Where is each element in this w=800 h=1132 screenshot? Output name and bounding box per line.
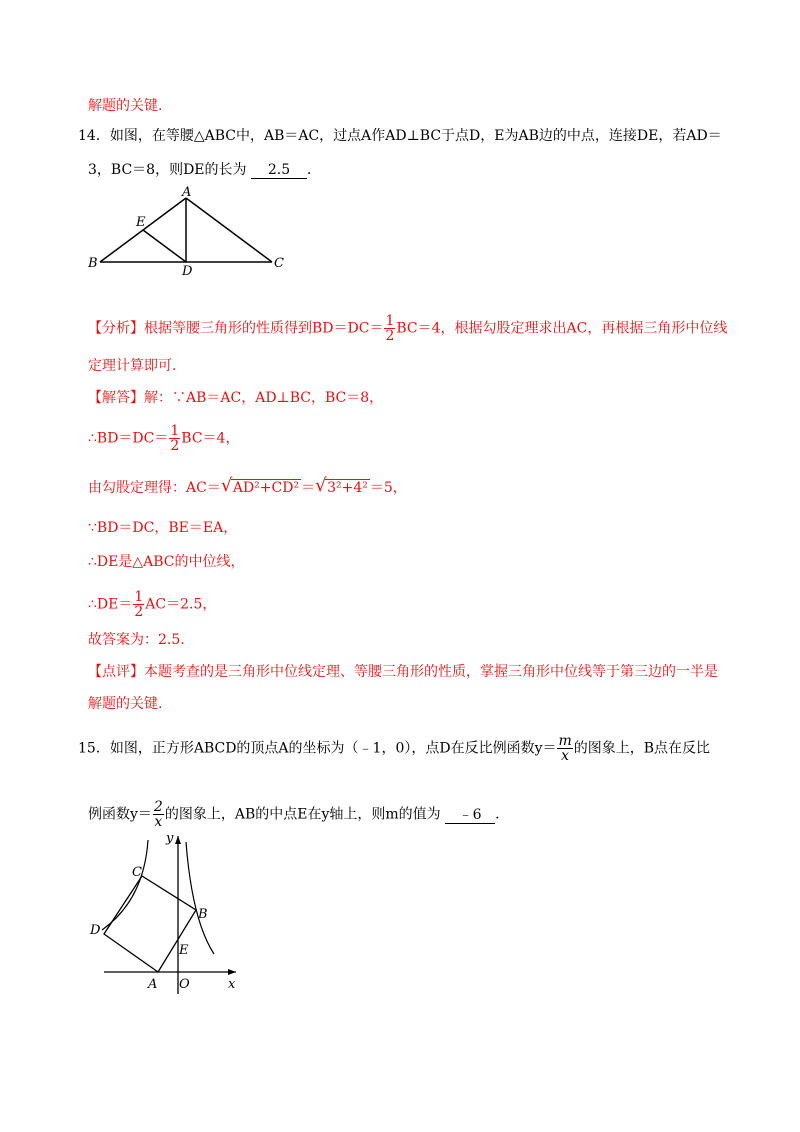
q14-number: 14． (78, 128, 110, 144)
solution-fraction-2 (133, 590, 144, 619)
comment-tag: 【点评】 (88, 664, 144, 680)
q14-solution-line2 (88, 424, 239, 453)
sqrt2-body: 3²+4² (327, 480, 368, 496)
q14-solution-line7: 故答案为：2.5. (88, 632, 185, 648)
q14-solution-line6 (88, 590, 216, 619)
sol-frac2-num: 1 (134, 589, 144, 605)
label-x: x (228, 977, 236, 992)
q15-fraction-2-x (153, 800, 164, 829)
label-c: C (274, 256, 284, 271)
curve-m-over-x (102, 840, 148, 930)
analysis-tag: 【分析】 (88, 320, 144, 337)
solution-fraction-1 (169, 424, 180, 453)
solution-text-2a: ∴BD＝DC＝ (88, 430, 169, 447)
analysis-text-1: 根据等腰三角形的性质得到BD＝DC＝ (144, 320, 384, 337)
q15-line2-end: ． (495, 806, 510, 823)
sqrt-3-4: √ 3²+4² (315, 475, 368, 496)
top-note: 解题的关键. (88, 98, 163, 114)
frac-x1: x (561, 748, 570, 764)
q14-solution-line5: ∴DE是△ABC的中位线， (88, 554, 245, 570)
label-d: D (182, 264, 193, 276)
q14-analysis-line1 (88, 314, 727, 343)
q15-line1 (78, 734, 710, 763)
label-b: B (88, 256, 98, 271)
solution-text-2b: BC＝4， (181, 430, 240, 447)
analysis-frac-den: 2 (385, 328, 395, 344)
solution-text-3b: ＝5， (369, 480, 407, 496)
q14-text-line1: 如图，在等腰△ABC中，AB＝AC，过点A作AD⊥BC于点D，E为AB边的中点，连接DE，若AD＝ (109, 128, 722, 144)
label-e: E (136, 215, 146, 230)
analysis-text-2: BC＝4，根据勾股定理求出AC，再根据三角形中位线 (396, 320, 728, 337)
q14-comment-line2: 解题的关键. (88, 696, 163, 712)
q14-solution-line1 (88, 388, 383, 408)
q15-text-1a: 如图，正方形ABCD的顶点A的坐标为（﹣1，0），点D在反比例函数y＝ (109, 740, 557, 757)
frac-2: 2 (153, 799, 163, 815)
frac-x2: x (154, 814, 163, 830)
sqrt-ad-cd: √ AD²+CD² (220, 475, 300, 496)
label-o: O (179, 977, 190, 992)
analysis-frac-num: 1 (385, 313, 395, 329)
q15-answer-blank: ﹣6 (445, 807, 495, 824)
segment-de (143, 230, 186, 262)
q14-text-line2: 3，BC＝8，则DE的长为 (88, 162, 247, 178)
q14-triangle-figure (86, 186, 286, 276)
solution-eq: ＝ (301, 480, 316, 496)
q14-answer-blank: 2.5 (251, 162, 307, 179)
q15-line2 (88, 800, 509, 829)
sqrt1-body: AD²+CD² (232, 480, 300, 496)
solution-text-6b: AC＝2.5， (145, 596, 217, 613)
analysis-fraction (384, 314, 395, 343)
x-axis-arrow (228, 969, 236, 975)
solution-tag: 【解答】 (88, 390, 144, 406)
solution-text-6a: ∴DE＝ (88, 596, 133, 613)
label-a: A (182, 186, 192, 200)
q15-text-2b: 的图象上，AB的中点E在y轴上，则m的值为 (164, 806, 441, 823)
q14-analysis-line2: 定理计算即可. (88, 358, 177, 374)
label-b: B (198, 907, 208, 922)
label-a: A (148, 977, 158, 992)
q14-solution-line4: ∵BD＝DC，BE＝EA， (88, 520, 238, 536)
comment-text-1: 本题考查的是三角形中位线定理、等腰三角形的性质，掌握三角形中位线等于第三边的一半是 (144, 664, 718, 680)
q14-comment-line1 (88, 662, 718, 682)
q15-text-1b: 的图象上，B点在反比 (573, 740, 711, 757)
label-e: E (179, 943, 189, 958)
solution-text-1: 解：∵AB＝AC，AD⊥BC，BC＝8， (144, 390, 384, 406)
sol-frac2-den: 2 (134, 604, 144, 620)
sol-frac1-num: 1 (170, 423, 180, 439)
solution-text-3a: 由勾股定理得：AC＝ (88, 480, 221, 496)
label-d: D (90, 923, 101, 938)
q15-text-2a: 例函数y＝ (88, 806, 152, 823)
q14-solution-line3 (88, 475, 407, 498)
q14-line1 (78, 126, 722, 146)
label-y: y (166, 831, 174, 846)
q15-fraction-m-x (557, 734, 572, 763)
segment-ac (186, 198, 272, 262)
q15-coordinate-figure (86, 830, 246, 1000)
sol-frac1-den: 2 (170, 438, 180, 454)
y-axis-arrow (175, 836, 181, 844)
q15-number: 15． (78, 740, 110, 757)
frac-m: m (558, 733, 572, 749)
q14-line2-end: ． (306, 162, 321, 178)
q14-line2 (88, 160, 321, 180)
label-c: C (132, 865, 142, 880)
curve-2-over-x (186, 842, 214, 954)
